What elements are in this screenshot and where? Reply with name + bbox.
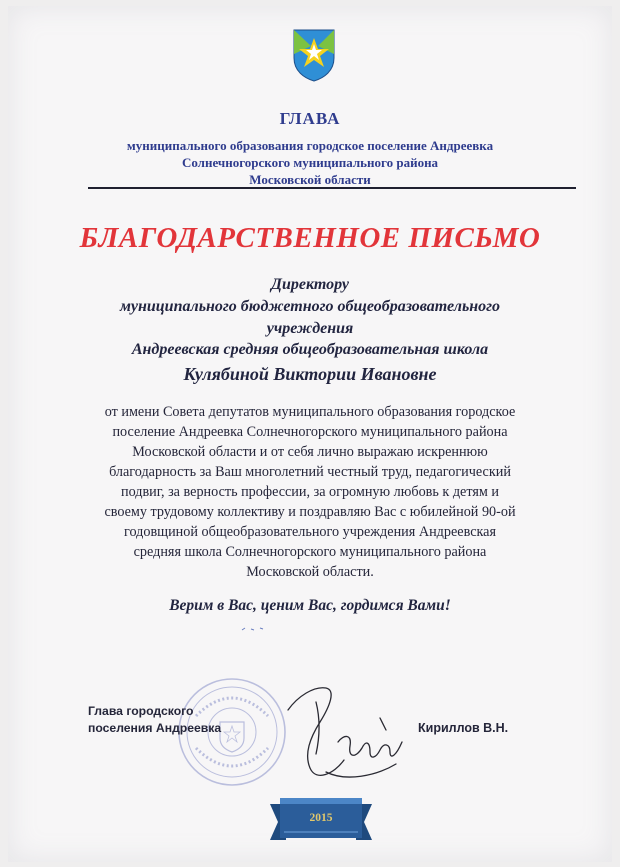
coat-of-arms-icon (291, 28, 337, 82)
addressee-line-2: муниципального бюджетного общеобразовательного (119, 298, 501, 315)
ink-mark (241, 626, 265, 632)
header-line-1: муниципального образования городское поселение Андреевка (126, 138, 494, 153)
addressee-line-3: учреждения (266, 320, 354, 337)
addressee-name: Кулябиной Виктории Ивановне (183, 364, 437, 384)
year-label: 2015 (309, 812, 333, 824)
body-line: Московской области и от себя лично выражаю искреннюю (132, 444, 488, 460)
signer-position-line-1: Глава городского (88, 704, 194, 718)
body-line: своему трудовому коллективу и поздравляю Вас с юбилейной 90-ой (104, 504, 516, 520)
addressee-line-4: Андреевская средняя общеобразовательная школа (131, 341, 489, 358)
signer-position-line-2: поселения Андреевка (88, 721, 222, 735)
header-divider (88, 187, 576, 189)
body-line: от имени Совета депутатов муниципального образования городское (104, 404, 516, 420)
signer-name: Кириллов В.Н. (418, 721, 509, 735)
document-title: БЛАГОДАРСТВЕННОЕ ПИСЬМО (79, 222, 541, 254)
header-line-3: Московской области (249, 172, 371, 187)
addressee-line-1: Директору (271, 276, 349, 293)
body-line: Московской области. (246, 564, 374, 580)
body-line: благодарность за Ваш многолетний честный труд, педагогический (109, 464, 511, 480)
body-line: поселение Андреевка Солнечногорского муниципального района (112, 424, 508, 440)
body-line: подвиг, за верность профессии, за огромную любовь к детям и (120, 484, 499, 500)
header-title: ГЛАВА (279, 109, 341, 128)
header-line-2: Солнечногорского муниципального района (181, 155, 439, 170)
body-line: средняя школа Солнечногорского муниципального района (133, 544, 487, 560)
motto: Верим в Вас, ценим Вас, гордимся Вами! (169, 597, 451, 614)
handwritten-signature (286, 672, 408, 788)
body-line: годовщиной общеобразовательного учреждения Андреевская (124, 524, 496, 540)
